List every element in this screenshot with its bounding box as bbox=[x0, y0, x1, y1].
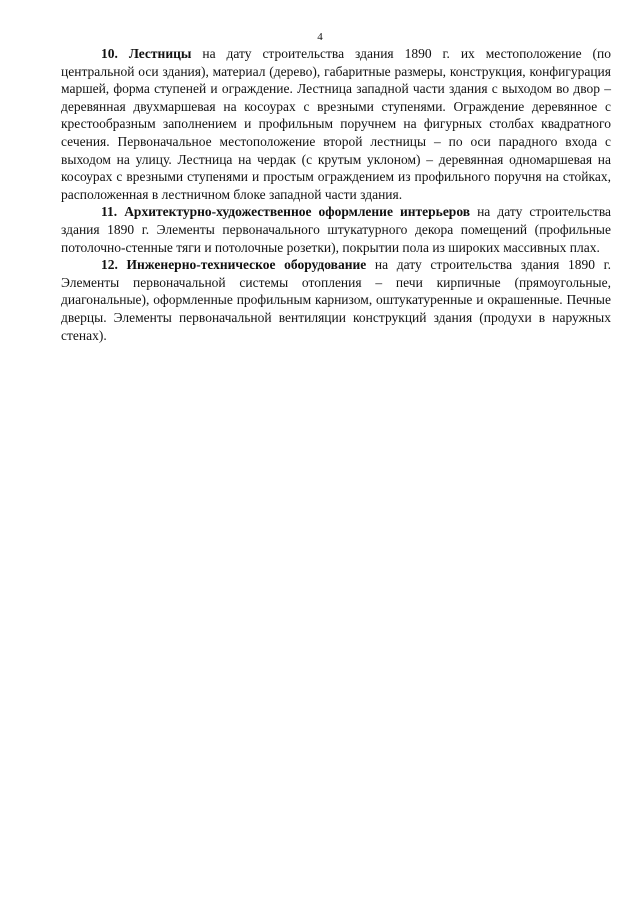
document-body bbox=[61, 45, 611, 344]
section-10 bbox=[61, 45, 611, 203]
page-number: 4 bbox=[317, 31, 323, 43]
section-12-text: на дату строительства здания 1890 г. Элементы первоначальной системы отопления – печи кирпичные (прямоугольные, диагональные), оформленные профильным карнизом, оштукатуренные и окрашенные. Печные дверцы. Элементы первоначальной вентиляции конструкций здания (продухи в наружных стенах). bbox=[61, 257, 612, 343]
section-12 bbox=[61, 256, 611, 344]
section-10-number: 10. bbox=[101, 46, 118, 61]
section-11 bbox=[61, 203, 611, 256]
section-12-number: 12. bbox=[101, 257, 118, 273]
section-10-text: на дату строительства здания 1890 г. их местоположение (по центральной оси здания), материал (дерево), габаритные размеры, конструкция, конфигурация маршей, форма ступеней и ограждение. Лестница западной части здания с выходом во двор – деревянная двухмаршевая на косоурах с врезными ступенями. Ограждение деревянное с крестообразным заполнением и профильным поручнем на фигурных столбах квадратного сечения. Первоначальное местоположение второй лестницы – по оси парадного входа с выходом на улицу. Лестница на чердак (с крутым уклоном) – деревянная одномаршевая на косоурах с врезными ступенями и простым ограждением из профильного поручня на стойках, расположенная в лестничном блоке западной части здания. bbox=[61, 46, 612, 202]
section-11-number: 11. bbox=[101, 204, 118, 220]
section-10-heading: Лестницы bbox=[128, 46, 192, 61]
section-12-heading: Инженерно-техническое оборудование bbox=[126, 257, 367, 273]
section-11-text: на дату строительства здания 1890 г. Элементы первоначального штукатурного декора помещений (профильные потолочно-стенные тяги и потолочные розетки), покрытии пола из широких массивных плах. bbox=[61, 204, 612, 255]
section-11-heading: Архитектурно-художественное оформление интерьеров bbox=[124, 204, 471, 220]
